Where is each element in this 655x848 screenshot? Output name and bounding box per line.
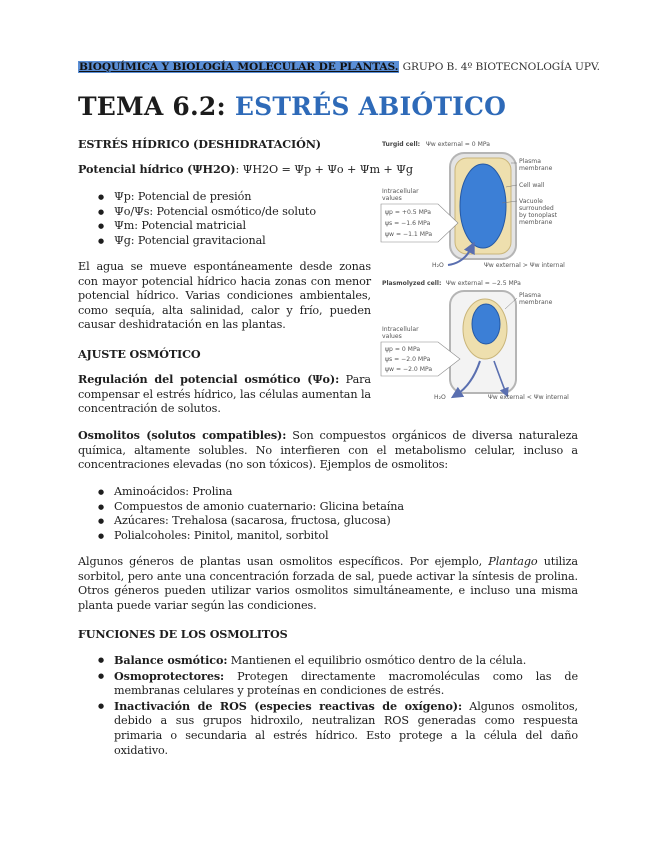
plasmolyzed-value: ψs = −2.0 MPa — [385, 356, 431, 363]
list-item: ● Azúcares: Trehalosa (sacarosa, fructosa, glucosa) — [78, 514, 578, 529]
label-vacuole-4: membrane — [519, 219, 553, 226]
genera-text-start: Algunos géneros de plantas usan osmolitos específicos. Por ejemplo, — [78, 555, 489, 568]
label-values: values — [382, 195, 402, 202]
plasmolyzed-vacuole — [472, 304, 500, 344]
function-label: Osmoprotectores: — [114, 668, 225, 683]
label-vacuole-3: by tonoplast — [519, 212, 557, 219]
osmolyte-functions — [78, 653, 578, 758]
page-title — [78, 92, 506, 121]
osmolyte-examples — [78, 485, 578, 543]
plasmolyzed-condition-bottom: Ψw external < Ψw internal — [488, 394, 569, 401]
function-label: Balance osmótico: — [114, 653, 228, 667]
water-potential-formula: : ΨH2O = Ψp + Ψo + Ψm + Ψg — [235, 163, 413, 176]
osmotic-regulation-text: Para compensar el estrés hídrico, las células aumentan la concentración de solutos. — [78, 373, 371, 416]
function-label: Inactivación de ROS (especies reactivas de oxígeno): — [114, 698, 463, 713]
label-h2o-plasmolyzed: H₂O — [434, 394, 446, 401]
label-plasma-membrane-b: Plasma — [519, 292, 541, 299]
turgid-title: Turgid cell: — [382, 141, 421, 148]
plasmolyzed-value: ψw = −2.0 MPa — [385, 366, 433, 373]
turgid-value: ψp = +0.5 MPa — [385, 209, 431, 216]
plasmolyzed-title: Plasmolyzed cell: — [382, 280, 442, 287]
topic-name: ESTRÉS ABIÓTICO — [234, 92, 507, 121]
list-item — [78, 699, 578, 758]
label-cell-wall: Cell wall — [519, 182, 545, 189]
water-movement-paragraph: El agua se mueve espontáneamente desde zonas con mayor potencial hídrico hacia zonas con menor potencial hídrico. Varias condiciones ambientales, como sequía, alta salinidad, calor y frío, pueden causar deshidratación en las plantas. — [78, 260, 371, 332]
cell-diagram — [380, 137, 575, 402]
turgid-vacuole — [460, 164, 506, 248]
list-item: ● Ψo/Ψs: Potencial osmótico/de soluto — [78, 205, 378, 220]
cell-diagram-figure — [380, 137, 575, 402]
water-potential-label: Potencial hídrico (ΨH2O) — [78, 162, 236, 176]
genera-text-end: utiliza sorbitol, pero ante una concentración forzada de sal, puede activar la síntesis de prolina. Otros géneros pueden utilizar varios osmolitos simultáneamente, e incluso una misma planta puede variar según las condiciones. — [78, 555, 578, 612]
label-values-b: values — [382, 333, 402, 340]
course-group: GRUPO B. 4º BIOTECNOLOGÍA UPV. — [399, 61, 600, 73]
osmotic-regulation-label: Regulación del potencial osmótico (Ψo): — [78, 372, 340, 386]
list-item: ● Ψp: Potencial de presión — [78, 190, 378, 205]
label-h2o-turgid: H₂O — [432, 262, 444, 269]
genus-plantago: Plantago — [488, 555, 538, 568]
plasmolyzed-condition: Ψw external = −2.5 MPa — [446, 280, 521, 287]
course-title: BIOQUÍMICA Y BIOLOGÍA MOLECULAR DE PLANTAS. — [79, 61, 399, 73]
genera-paragraph — [78, 555, 578, 613]
topic-number: TEMA 6.2: — [78, 92, 235, 121]
section-heading-funciones: FUNCIONES DE LOS OSMOLITOS — [78, 627, 288, 641]
label-plasma-membrane: Plasma — [519, 158, 541, 165]
plasmolyzed-value: ψp = 0 MPa — [385, 346, 421, 353]
label-plasma-membrane-2: membrane — [519, 165, 553, 172]
label-intracellular-b: Intracellular — [382, 326, 419, 333]
label-vacuole-1: Vacuole — [519, 198, 543, 205]
function-text: Algunos osmolitos, debido a sus grupos hidroxilo, neutralizan ROS generadas como respuesta primaria o secundaria al estrés hídrico. Esto protege a la célula del daño oxidativo. — [114, 699, 578, 757]
label-plasma-membrane-b2: membrane — [519, 299, 553, 306]
list-item: ● Ψm: Potencial matricial — [78, 219, 378, 234]
water-potential-line — [78, 162, 413, 178]
section-heading-ajuste-osmotico: AJUSTE OSMÓTICO — [78, 347, 201, 361]
osmolytes-label: Osmolitos (solutos compatibles): — [78, 428, 287, 442]
turgid-condition-bottom: Ψw external > Ψw internal — [484, 262, 565, 269]
osmotic-regulation-paragraph — [78, 372, 371, 417]
water-potential-components — [78, 190, 378, 248]
osmolytes-text: Son compuestos orgánicos de diversa naturaleza química, altamente solubles. No interfieren con el metabolismo celular, incluso a concentraciones elevadas (no son tóxicos). Ejemplos de osmolitos: — [78, 429, 578, 472]
document-header — [78, 61, 600, 74]
label-intracellular: Intracellular — [382, 188, 419, 195]
list-item — [78, 653, 578, 669]
turgid-condition: Ψw external = 0 MPa — [426, 141, 490, 148]
section-heading-estres-hidrico: ESTRÉS HÍDRICO (DESHIDRATACIÓN) — [78, 137, 321, 151]
list-item: ● Ψg: Potencial gravitacional — [78, 234, 378, 249]
list-item — [78, 669, 578, 699]
label-vacuole-2: surrounded — [519, 205, 554, 212]
list-item: ● Compuestos de amonio cuaternario: Glicina betaína — [78, 500, 578, 515]
function-text: Mantienen el equilibrio osmótico dentro de la célula. — [227, 654, 527, 667]
list-item: ● Aminoácidos: Prolina — [78, 485, 578, 500]
turgid-value: ψw = −1.1 MPa — [385, 231, 433, 238]
list-item: ● Polialcoholes: Pinitol, manitol, sorbitol — [78, 529, 578, 544]
osmolytes-paragraph — [78, 428, 578, 473]
function-text: Protegen directamente macromoléculas como las de membranas celulares y proteínas en condiciones de estrés. — [114, 669, 578, 698]
turgid-value: ψs = −1.6 MPa — [385, 220, 431, 227]
